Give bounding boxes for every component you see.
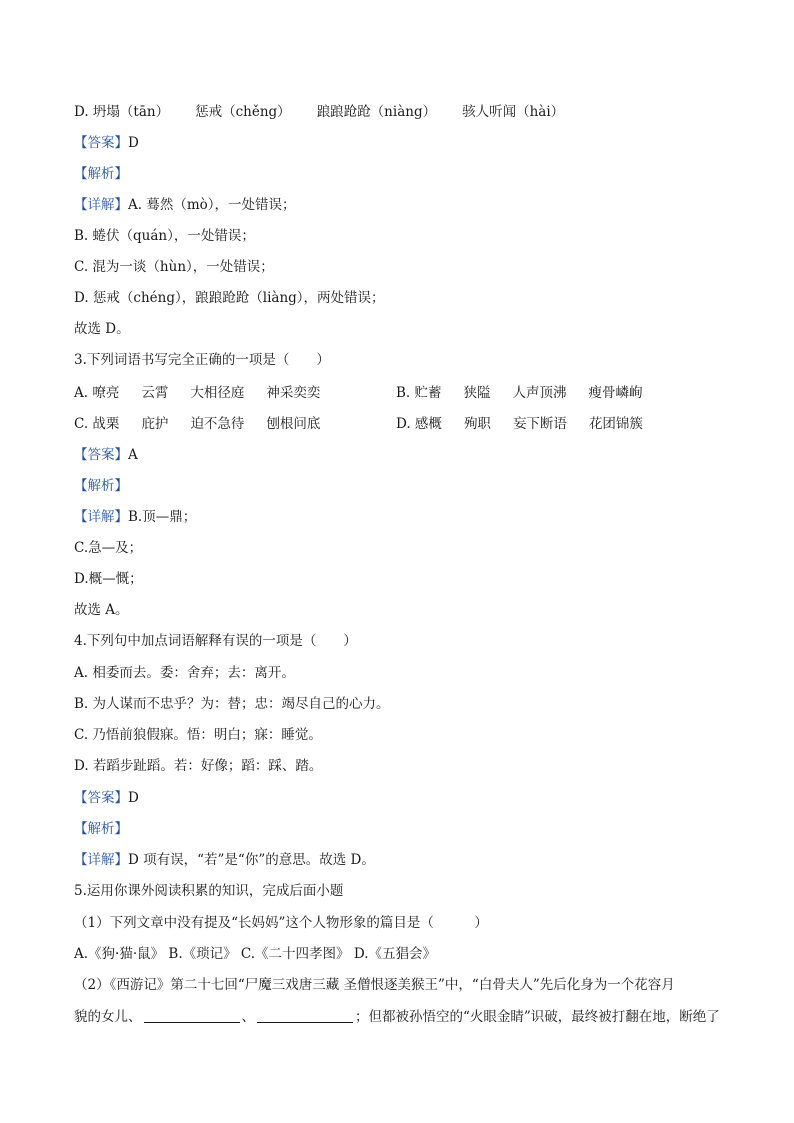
detail-tag: 【详解】 xyxy=(74,509,128,525)
q3-option-b xyxy=(396,383,643,403)
q3-d-4: 花团锦簇 xyxy=(588,416,643,432)
q3-detail-3: D.概—慨； xyxy=(74,571,143,587)
sub2-text-post: ；但都被孙悟空的“火眼金睛”识破，最终被打翻在地，断绝了 xyxy=(355,1009,720,1025)
q3-answer xyxy=(74,445,138,465)
q2-d-word-2: 惩戒（chěng） xyxy=(195,104,291,120)
q3-jiexi-tag: 【解析】 xyxy=(74,478,128,494)
q4-option-c: C. 乃悟前狼假寐。悟：明白；寐：睡觉。 xyxy=(74,727,322,743)
q4-answer xyxy=(74,788,139,808)
q3-stem: 3.下列词语书写完全正确的一项是（ ） xyxy=(74,352,330,368)
q5-stem: 5.运用你课外阅读积累的知识，完成后面小题 xyxy=(74,883,344,899)
answer-tag: 【答案】 xyxy=(74,447,128,463)
answer-tag: 【答案】 xyxy=(74,790,128,806)
answer-value: D xyxy=(128,790,139,806)
q2-d-word-1: D. 坍塌（tān） xyxy=(74,104,170,120)
q3-b-3: 人声顶沸 xyxy=(512,385,567,401)
q2-option-d xyxy=(74,102,564,122)
detail-text: D 项有误，“若”是“你”的意思。故选 D。 xyxy=(128,852,375,868)
q3-option-c xyxy=(74,414,320,434)
q2-detail-1 xyxy=(74,195,296,215)
q4-stem: 4.下列句中加点词语解释有误的一项是（ ） xyxy=(74,633,357,649)
q3-b-2: 狭隘 xyxy=(463,385,491,401)
q3-option-a xyxy=(74,383,320,403)
q2-d-word-3: 踉踉跄跄（niàng） xyxy=(316,104,437,120)
q3-option-d xyxy=(396,414,643,434)
answer-tag: 【答案】 xyxy=(74,135,128,151)
q2-detail-2: B. 蜷伏（quán），一处错误； xyxy=(74,228,255,244)
sub2-text-pre: 貌的女儿、 xyxy=(74,1009,142,1025)
detail-tag: 【详解】 xyxy=(74,197,128,213)
q3-a-4: 神采奕奕 xyxy=(266,385,321,401)
q4-option-a: A. 相委而去。委：舍弃；去：离开。 xyxy=(74,665,295,681)
q5-sub2-line1: （2）《西游记》第二十七回“尸魔三戏唐三藏 圣僧恨逐美猴王”中，“白骨夫人”先后化身为一个花容月 xyxy=(74,977,675,993)
answer-blank-1[interactable] xyxy=(144,1008,240,1023)
q3-c-1: C. 战栗 xyxy=(74,416,120,432)
q3-a-2: 云霄 xyxy=(141,385,169,401)
q4-detail xyxy=(74,850,375,870)
q2-detail-3: C. 混为一谈（hùn），一处错误； xyxy=(74,259,274,275)
q3-d-3: 妄下断语 xyxy=(512,416,567,432)
detail-tag: 【详解】 xyxy=(74,852,128,868)
q3-b-1: B. 贮蓄 xyxy=(396,385,442,401)
q4-option-b: B. 为人谋而不忠乎？为：替；忠：竭尽自己的心力。 xyxy=(74,696,390,712)
q3-c-4: 刨根问底 xyxy=(266,416,321,432)
q3-detail-1 xyxy=(74,507,196,527)
q2-detail-4: D. 惩戒（chéng），踉踉跄跄（liàng），两处错误； xyxy=(74,290,385,306)
detail-text: B.顶—鼎； xyxy=(128,509,197,525)
sub2-separator: 、 xyxy=(241,1009,255,1025)
q3-c-2: 庇护 xyxy=(141,416,169,432)
q3-d-2: 殉职 xyxy=(463,416,491,432)
q5-sub1: （1）下列文章中没有提及“长妈妈”这个人物形象的篇目是（ ） xyxy=(74,915,488,931)
answer-blank-2[interactable] xyxy=(257,1008,353,1023)
detail-text: A. 蓦然（mò），一处错误； xyxy=(128,197,296,213)
q2-d-word-4: 骇人听闻（hài） xyxy=(462,104,565,120)
q3-c-3: 迫不急待 xyxy=(190,416,245,432)
q5-sub1-options: A.《狗·猫·鼠》 B.《琐记》 C.《二十四孝图》 D.《五猖会》 xyxy=(74,946,436,962)
q5-sub2-line2 xyxy=(74,1007,720,1027)
q2-answer xyxy=(74,133,139,153)
answer-value: D xyxy=(128,135,139,151)
q3-a-1: A. 嘹亮 xyxy=(74,385,120,401)
q2-jiexi-tag: 【解析】 xyxy=(74,166,128,182)
q3-a-3: 大相径庭 xyxy=(190,385,245,401)
q2-conclusion: 故选 D。 xyxy=(74,321,130,337)
q3-b-4: 瘦骨嶙峋 xyxy=(588,385,643,401)
q4-jiexi-tag: 【解析】 xyxy=(74,821,128,837)
answer-value: A xyxy=(128,447,138,463)
q4-option-d: D. 若蹈步趾蹈。若：好像；蹈：踩、踏。 xyxy=(74,758,323,774)
q3-detail-2: C.急—及； xyxy=(74,540,143,556)
q3-conclusion: 故选 A。 xyxy=(74,602,129,618)
q3-d-1: D. 感概 xyxy=(396,416,442,432)
